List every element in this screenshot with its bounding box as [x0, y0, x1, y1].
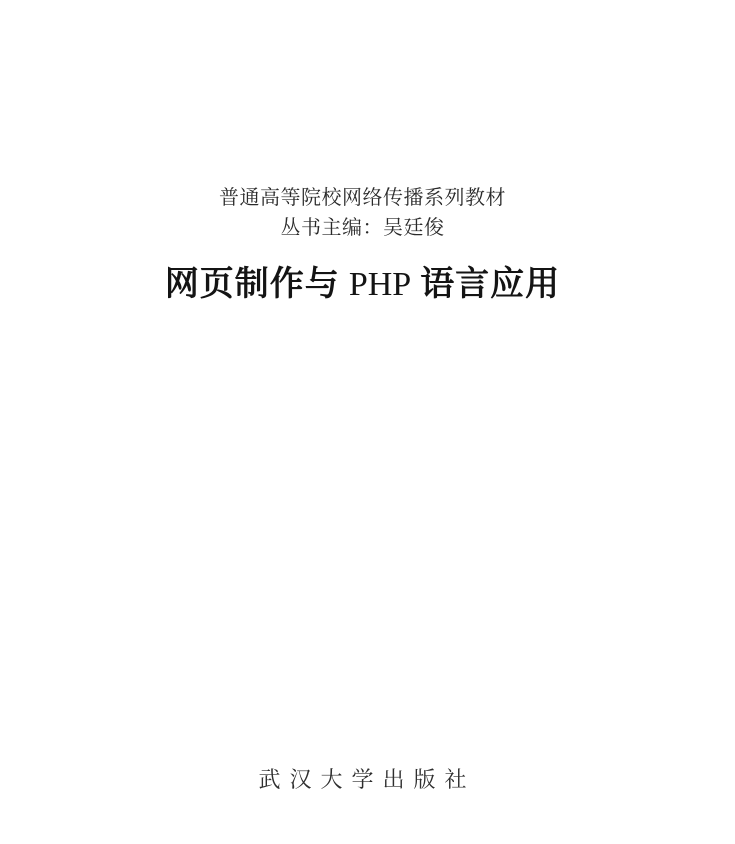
publisher-name: 武汉大学出版社 [258, 767, 476, 792]
book-title-cjk-right: 语言应用 [420, 264, 561, 304]
book-title [0, 265, 725, 304]
series-title: 普通高等院校网络传播系列教材 [219, 187, 506, 209]
book-title-latin: PHP [348, 266, 412, 303]
series-editor-line: 丛书主编：吴廷俊 [280, 217, 445, 239]
book-title-cjk-left: 网页制作与 [164, 264, 340, 304]
